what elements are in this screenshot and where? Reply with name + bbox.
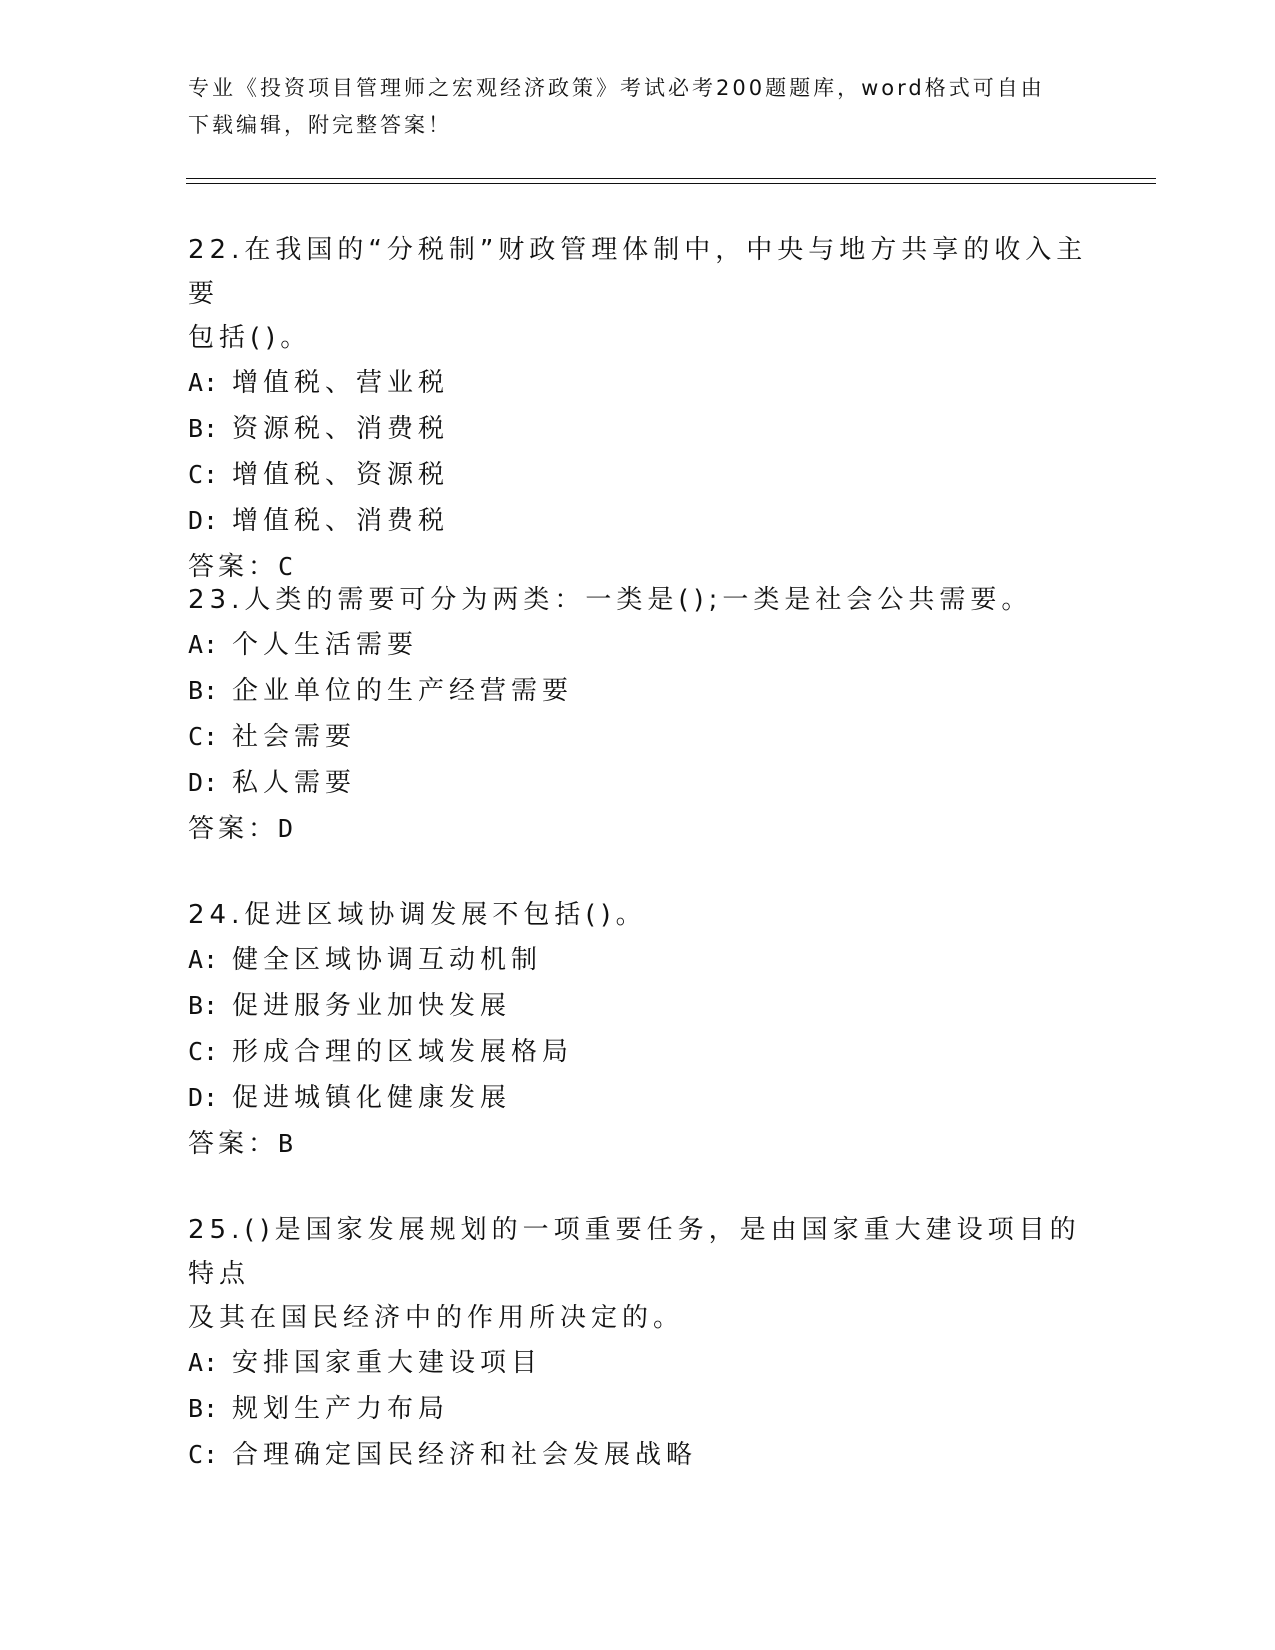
option-a xyxy=(188,937,1088,983)
option-letter: B: xyxy=(188,1394,219,1423)
option-letter: A: xyxy=(188,945,219,974)
question-stem xyxy=(188,1208,1088,1340)
option-text: 资源税、消费税 xyxy=(232,414,450,444)
answer-value: D xyxy=(278,814,294,843)
question-stem-line-1: 24.促进区域协调发展不包括()。 xyxy=(188,900,647,930)
option-text: 社会需要 xyxy=(232,722,357,752)
option-text: 增值税、营业税 xyxy=(232,368,450,398)
option-text: 促进服务业加快发展 xyxy=(232,991,512,1021)
option-d xyxy=(188,760,1088,806)
option-letter: C: xyxy=(188,1037,219,1066)
header-divider-bottom xyxy=(186,183,1156,184)
option-text: 增值税、消费税 xyxy=(232,506,450,536)
option-b xyxy=(188,668,1088,714)
option-text: 私人需要 xyxy=(232,768,357,798)
option-text: 形成合理的区域发展格局 xyxy=(232,1037,574,1067)
option-letter: B: xyxy=(188,676,219,705)
option-letter: D: xyxy=(188,1083,219,1112)
question-stem-line-1: 22.在我国的“分税制”财政管理体制中，中央与地方共享的收入主要 xyxy=(188,235,1088,309)
option-c xyxy=(188,714,1088,760)
document-header xyxy=(188,70,1088,144)
question-stem-line-2: 及其在国民经济中的作用所决定的。 xyxy=(188,1303,685,1333)
question-stem xyxy=(188,893,1088,937)
option-letter: C: xyxy=(188,722,219,751)
option-b xyxy=(188,1386,1088,1432)
option-text: 增值税、资源税 xyxy=(232,460,450,490)
option-a xyxy=(188,1340,1088,1386)
option-letter: B: xyxy=(188,414,219,443)
question-stem-line-1: 25.()是国家发展规划的一项重要任务，是由国家重大建设项目的特点 xyxy=(188,1215,1081,1289)
option-letter: D: xyxy=(188,506,219,535)
option-d xyxy=(188,498,1088,544)
option-text: 规划生产力布局 xyxy=(232,1394,450,1424)
option-letter: A: xyxy=(188,630,219,659)
option-c xyxy=(188,1432,1088,1478)
option-text: 个人生活需要 xyxy=(232,630,419,660)
answer-label: 答案： xyxy=(188,1129,279,1159)
option-b xyxy=(188,406,1088,452)
option-b xyxy=(188,983,1088,1029)
answer-line xyxy=(188,1121,1088,1167)
header-divider-top xyxy=(186,178,1156,179)
answer-value: B xyxy=(278,1129,294,1158)
answer-line xyxy=(188,806,1088,852)
option-text: 健全区域协调互动机制 xyxy=(232,945,543,975)
option-text: 合理确定国民经济和社会发展战略 xyxy=(232,1440,698,1470)
answer-label: 答案： xyxy=(188,552,279,582)
option-letter: C: xyxy=(188,460,219,489)
question-22 xyxy=(188,228,1088,590)
question-24 xyxy=(188,893,1088,1167)
header-line-2: 下载编辑，附完整答案！ xyxy=(188,113,452,137)
answer-value: C xyxy=(278,552,294,581)
option-letter: B: xyxy=(188,991,219,1020)
question-stem xyxy=(188,228,1088,360)
question-stem xyxy=(188,578,1088,622)
answer-label: 答案： xyxy=(188,814,279,844)
option-letter: C: xyxy=(188,1440,219,1469)
option-text: 促进城镇化健康发展 xyxy=(232,1083,512,1113)
option-letter: D: xyxy=(188,768,219,797)
question-stem-line-1: 23.人类的需要可分为两类：一类是();一类是社会公共需要。 xyxy=(188,585,1033,615)
question-stem-line-2: 包括()。 xyxy=(188,323,312,353)
option-d xyxy=(188,1075,1088,1121)
question-25 xyxy=(188,1208,1088,1478)
option-c xyxy=(188,452,1088,498)
header-line-1: 专业《投资项目管理师之宏观经济政策》考试必考200题题库，word格式可自由 xyxy=(188,76,1045,100)
option-a xyxy=(188,360,1088,406)
option-letter: A: xyxy=(188,368,219,397)
option-a xyxy=(188,622,1088,668)
option-letter: A: xyxy=(188,1348,219,1377)
option-text: 安排国家重大建设项目 xyxy=(232,1348,543,1378)
option-text: 企业单位的生产经营需要 xyxy=(232,676,574,706)
question-23 xyxy=(188,578,1088,852)
option-c xyxy=(188,1029,1088,1075)
